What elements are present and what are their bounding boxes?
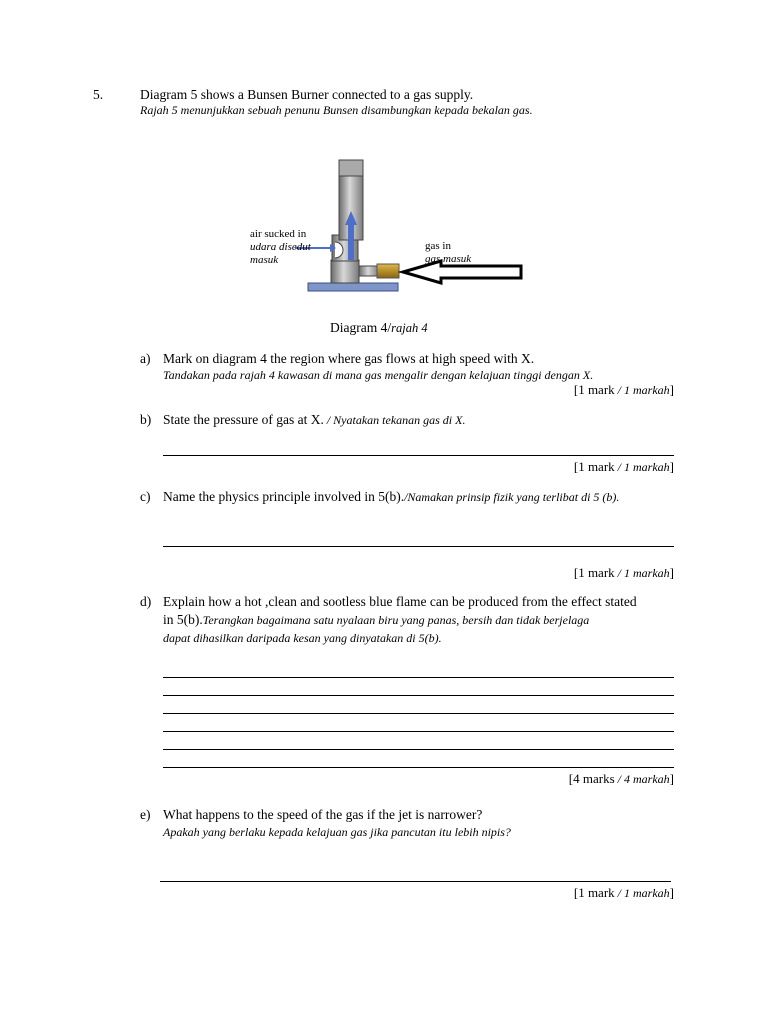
gas-inlet-nozzle [377,264,399,278]
burner-stem-lower [331,260,359,283]
part-c-ms: /Namakan prinsip fizik yang terlibat di 5 (b). [404,490,620,504]
part-b-marks-en: [1 mark [573,459,615,474]
part-b-marks-close: ] [669,459,674,474]
question-intro-ms: Rajah 5 menunjukkan sebuah penunu Bunsen disambungkan kepada bekalan gas. [140,103,533,117]
part-d-answer-line-5[interactable] [163,749,674,750]
part-d-en2: in 5(b). [163,612,203,627]
label-air-en: air sucked in [250,228,307,240]
part-d-answer-line-3[interactable] [163,713,674,714]
part-b-letter: b) [140,412,152,427]
part-d-answer-line-6[interactable] [163,767,674,768]
part-e-letter: e) [140,807,151,822]
part-a-letter: a) [140,351,151,366]
part-c-en: Name the physics principle involved in 5(b). [163,489,405,504]
diagram-caption [330,320,428,336]
part-d-letter: d) [140,594,152,609]
part-d-en1: Explain how a hot ,clean and sootless blue flame can be produced from the effect stated [163,594,637,609]
part-d-answer-line-2[interactable] [163,695,674,696]
part-b-text [163,412,465,428]
part-d-marks-en: [4 marks [568,771,615,786]
part-d-ms1: Terangkan bagaimana satu nyalaan biru yang panas, bersih dan tidak berjelaga [202,613,590,627]
part-e-marks-close: ] [669,885,674,900]
part-d-line2 [163,612,589,628]
question-number: 5. [93,87,104,102]
burner-base [308,283,398,291]
part-e-marks [574,885,674,901]
part-c-answer-line[interactable] [163,546,674,547]
part-a-marks-close: ] [669,382,674,397]
part-d-marks-ms: / 4 markah [614,772,670,786]
part-e-answer-line[interactable] [160,881,671,882]
part-d-answer-line-1[interactable] [163,677,674,678]
part-e-ms: Apakah yang berlaku kepada kelajuan gas jika pancutan itu lebih nipis? [163,825,511,839]
caption-en: Diagram 4/ [330,320,392,335]
part-c-marks-en: [1 mark [573,565,615,580]
caption-ms: rajah 4 [391,321,428,335]
question-intro-en: Diagram 5 shows a Bunsen Burner connected to a gas supply. [140,87,474,102]
label-gas-en: gas in [425,240,451,252]
part-e-marks-en: [1 mark [573,885,615,900]
part-a-marks-ms: / 1 markah [614,383,670,397]
part-d-marks [569,771,674,787]
part-e-marks-ms: / 1 markah [614,886,670,900]
part-d-answer-line-4[interactable] [163,731,674,732]
part-a-marks-en: [1 mark [573,382,615,397]
part-d-marks-close: ] [669,771,674,786]
part-c-marks-ms: / 1 markah [614,566,670,580]
part-b-marks-ms: / 1 markah [614,460,670,474]
part-b-en: State the pressure of gas at X. [163,412,324,427]
barrel-top [339,160,363,176]
part-c-text [163,489,619,505]
part-b-answer-line[interactable] [163,455,674,456]
part-c-marks [574,565,674,581]
gas-inlet-pipe [359,266,379,276]
part-d-ms2: dapat dihasilkan daripada kesan yang dinyatakan di 5(b). [163,631,442,645]
part-a-en: Mark on diagram 4 the region where gas flows at high speed with X. [163,351,535,366]
label-gas-ms: gas masuk [425,253,472,265]
part-b-marks [574,459,674,475]
label-air-ms1: udara disedut [250,241,311,253]
part-e-en: What happens to the speed of the gas if the jet is narrower? [163,807,483,822]
part-c-marks-close: ] [669,565,674,580]
label-air-ms2: masuk [250,254,279,266]
gas-flow-arrow-shaft [348,223,354,260]
part-c-letter: c) [140,489,151,504]
part-a-marks [574,382,674,398]
part-a-ms: Tandakan pada rajah 4 kawasan di mana gas mengalir dengan kelajuan tinggi dengan X. [163,368,594,382]
part-b-ms: / Nyatakan tekanan gas di X. [323,413,466,427]
